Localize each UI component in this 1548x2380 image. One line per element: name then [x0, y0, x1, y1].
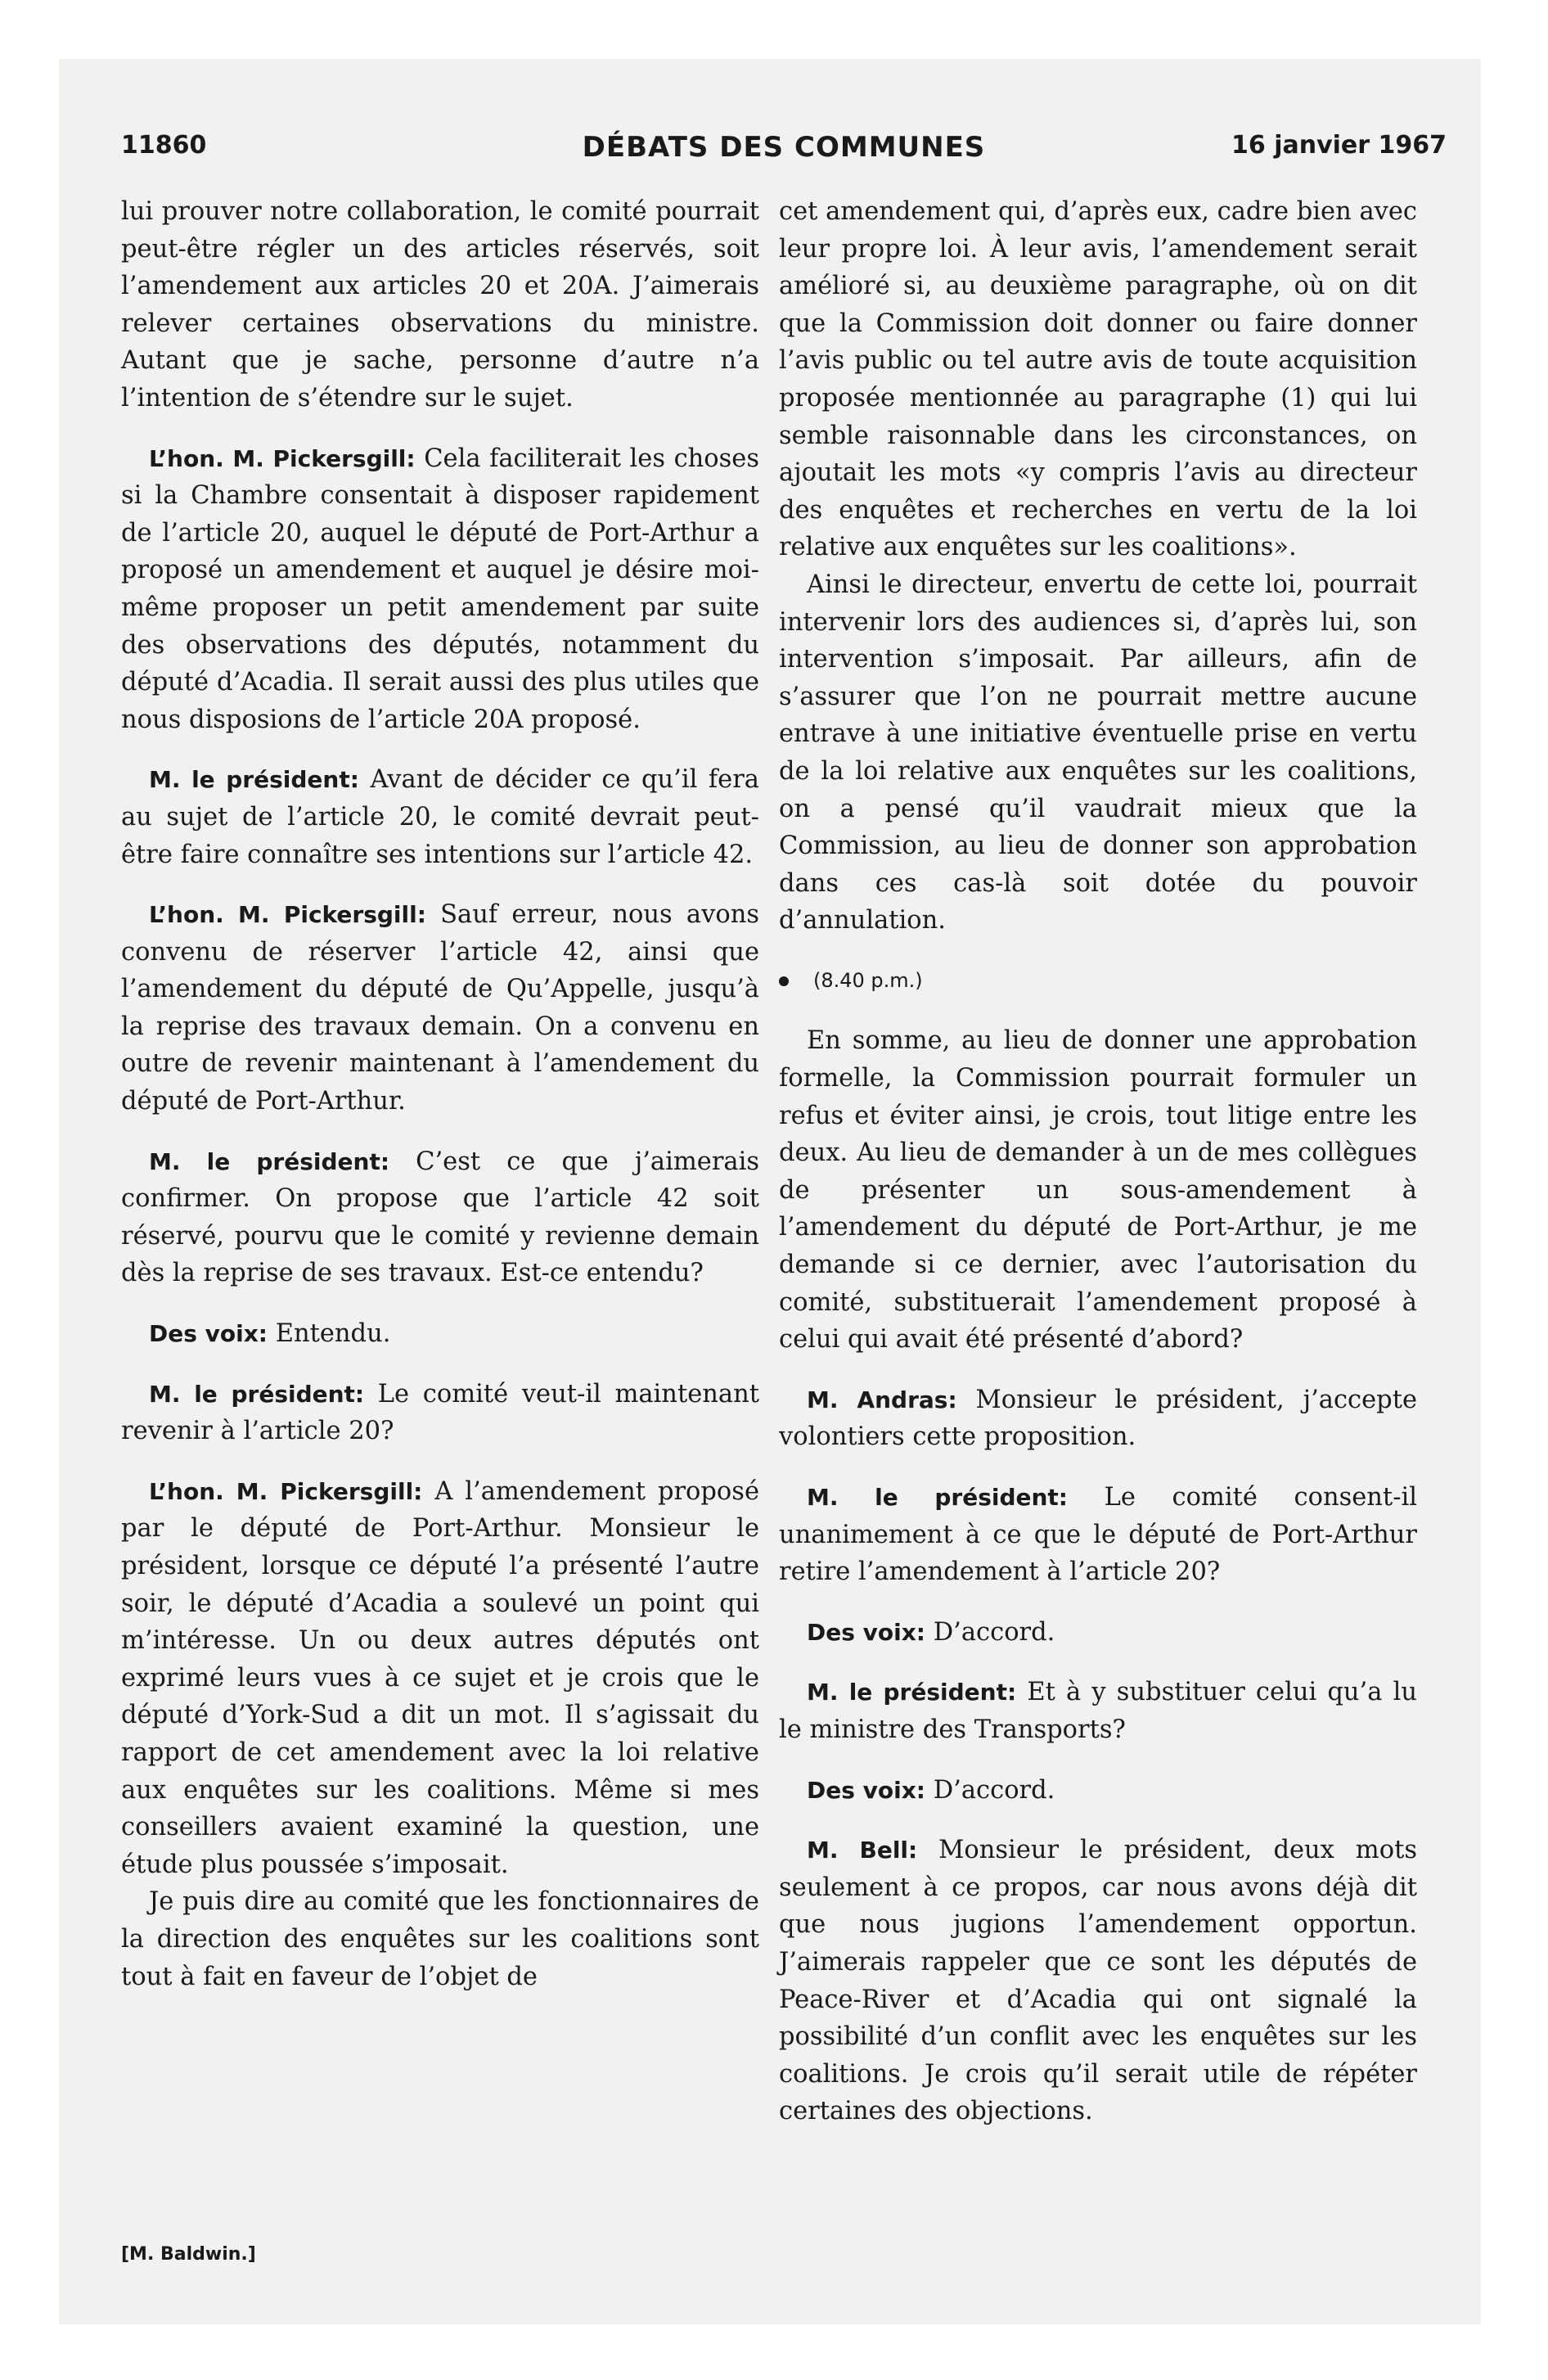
paragraph: L’hon. M. Pickersgill: Cela faciliterait les choses si la Chambre consentait à disposer rapidement de l’article 20, auquel le député de Port-Arthur a proposé un amendement et auquel je désire moi-même proposer un petit amendement par suite des observations des députés, notamment du député d’Acadia. Il serait aussi des plus utiles que nous disposions de l’article 20A proposé.	[121, 444, 760, 734]
page-number: 11860	[121, 131, 207, 160]
paragraph: Je puis dire au comité que les fonctionnaires de la direction des enquêtes sur les coalitions sont tout à fait en faveur de l’objet de	[121, 1887, 759, 1991]
speaker-name: M. le président:	[807, 1679, 1017, 1706]
speaker-name: M. le président:	[149, 766, 359, 794]
speaker-name: Des voix:	[149, 1320, 268, 1348]
paragraph: M. Andras: Monsieur le président, j’accepte volontiers cette proposition.	[779, 1385, 1418, 1452]
paragraph: M. le président: C’est ce que j’aimerais confirmer. On propose que l’article 42 soit réservé, pourvu que le comité y revienne demain dès la reprise de ses travaux. Est-ce entendu?	[121, 1147, 759, 1288]
page-header	[121, 131, 1447, 172]
paragraph: M. le président: Le comité consent-il unanimement à ce que le député de Port-Arthur retire l’amendement à l’article 20?	[779, 1483, 1418, 1587]
page-date: 16 janvier 1967	[1231, 131, 1447, 160]
footer-note: [M. Baldwin.]	[121, 2244, 256, 2265]
paragraph: M. le président: Avant de décider ce qu’il fera au sujet de l’article 20, le comité devrait peut-être faire connaître ses intentions sur l’article 42.	[121, 765, 759, 869]
speaker-name: Des voix:	[807, 1618, 925, 1646]
speaker-name: L’hon. M. Pickersgill:	[149, 444, 416, 472]
paragraph: M. Bell: Monsieur le président, deux mots seulement à ce propos, car nous avons déjà dit que nous jugions l’amendement opportun. J’aimerais rappeler que ce sont les députés de Peace-River et d’Acadia qui ont signalé la possibilité d’un conflit avec les enquêtes sur les coalitions. Je crois qu’il serait utile de répéter certaines des objections.	[779, 1836, 1417, 2126]
speaker-name: L’hon. M. Pickersgill:	[149, 901, 426, 929]
paragraph: L’hon. M. Pickersgill: Sauf erreur, nous avons convenu de réserver l’article 42, ainsi que l’amendement du député de Qu’Appelle, jusqu’à la reprise des travaux demain. On a convenu en outre de revenir maintenant à l’amendement du député de Port-Arthur.	[121, 900, 759, 1116]
speaker-name: L’hon. M. Pickersgill:	[149, 1477, 423, 1505]
paragraph: En somme, au lieu de donner une approbation formelle, la Commission pourrait formuler un refus et éviter ainsi, je crois, tout litige entre les deux. Au lieu de demander à un de mes collègues de présenter un sous-amendement à l’amendement du député de Port-Arthur, je me demande si ce dernier, avec l’autorisation du comité, substituerait l’amendement proposé à celui qui avait été présenté d’abord?	[779, 1026, 1417, 1355]
speaker-name: M. Bell:	[807, 1837, 918, 1864]
paragraph: L’hon. M. Pickersgill: A l’amendement proposé par le député de Port-Arthur. Monsieur le président, lorsque ce député l’a présenté l’autre soir, le député d’Acadia a soulevé un point qui m’intéresse. Un ou deux autres députés ont exprimé leurs vues à ce sujet et je crois que le député d’York-Sud a dit un mot. Il s’agissait du rapport de cet amendement avec la loi relative aux enquêtes sur les coalitions. Même si mes conseillers avaient examiné la question, une étude plus poussée s’imposait.	[121, 1476, 759, 1879]
speaker-name: M. le président:	[807, 1484, 1069, 1511]
paragraph: Des voix: D’accord.	[807, 1775, 1055, 1805]
paragraph: Ainsi le directeur, envertu de cette loi, pourrait intervenir lors des audiences si, d’après lui, son intervention s’imposait. Par ailleurs, afin de s’assurer que l’on ne pourrait mettre aucune entrave à une initiative éventuelle prise en vertu de la loi relative aux enquêtes sur les coalitions, on a pensé qu’il vaudrait mieux que la Commission, au lieu de donner son approbation dans ces cas-là soit dotée du pouvoir d’annulation.	[779, 570, 1417, 935]
paragraph: M. le président: Le comité veut-il maintenant revenir à l’article 20?	[121, 1379, 759, 1446]
right-column	[779, 193, 1417, 2130]
paragraph: Des voix: Entendu.	[149, 1319, 391, 1349]
left-column	[121, 193, 759, 1995]
paragraph: Des voix: D’accord.	[807, 1617, 1055, 1647]
speaker-name: M. Andras:	[807, 1386, 957, 1413]
paragraph: M. le président: Et à y substituer celui qu’a lu le ministre des Transports?	[779, 1678, 1417, 1744]
speaker-name: M. le président:	[149, 1380, 365, 1408]
time-marker: (8.40 p.m.)	[779, 962, 1417, 1000]
bullet-icon	[779, 976, 789, 986]
speaker-name: Des voix:	[807, 1776, 925, 1804]
paragraph: lui prouver notre collaboration, le comité pourrait peut-être régler un des articles réservés, soit l’amendement aux articles 20 et 20A. J’aimerais relever certaines observations du ministre. Autant que je sache, personne d’autre n’a l’intention de s’étendre sur le sujet.	[121, 197, 759, 412]
running-title: DÉBATS DES COMMUNES	[582, 131, 986, 164]
speaker-name: M. le président:	[149, 1147, 390, 1175]
paragraph: cet amendement qui, d’après eux, cadre bien avec leur propre loi. À leur avis, l’amendement serait amélioré si, au deuxième paragraphe, où on dit que la Commission doit donner ou faire donner l’avis public ou tel autre avis de toute acquisition proposée mentionnée au paragraphe (1) qui lui semble raisonnable dans les circonstances, on ajoutait les mots «y compris l’avis au directeur des enquêtes et recherches en vertu de la loi relative aux enquêtes sur les coalitions».	[779, 197, 1417, 562]
